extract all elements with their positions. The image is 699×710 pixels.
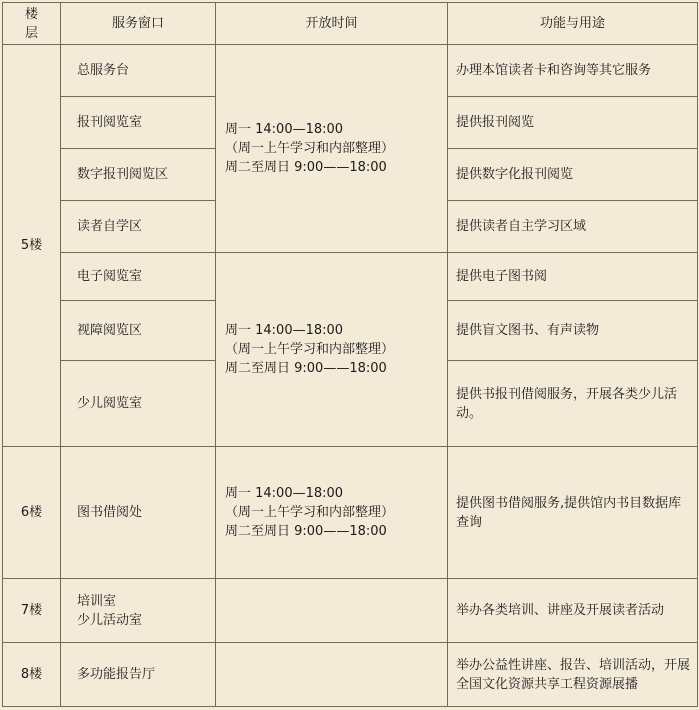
window-cell: 报刊阅览室 [61, 97, 216, 149]
function-cell: 提供图书借阅服务,提供馆内书目数据库查询 [448, 447, 698, 579]
window-cell: 多功能报告厅 [61, 643, 216, 707]
floor-cell-6: 6楼 [3, 447, 61, 579]
function-cell: 办理本馆读者卡和咨询等其它服务 [448, 45, 698, 97]
header-function: 功能与用途 [448, 3, 698, 45]
window-cell: 数字报刊阅览区 [61, 149, 216, 201]
function-cell: 举办公益性讲座、报告、培训活动，开展全国文化资源共享工程资源展播 [448, 643, 698, 707]
function-cell: 提供读者自主学习区域 [448, 201, 698, 253]
function-cell: 提供电子图书阅 [448, 253, 698, 301]
function-cell: 举办各类培训、讲座及开展读者活动 [448, 579, 698, 643]
floor-cell-5: 5楼 [3, 45, 61, 447]
table-row [3, 579, 698, 643]
hours-cell: 周一 14:00—18:00 （周一上午学习和内部整理） 周二至周日 9:00——18:00 [216, 253, 448, 447]
floor-cell-7: 7楼 [3, 579, 61, 643]
function-cell: 提供书报刊借阅服务，开展各类少儿活动。 [448, 361, 698, 447]
header-floor: 楼 层 [3, 3, 61, 45]
table-row [3, 643, 698, 707]
header-hours: 开放时间 [216, 3, 448, 45]
window-cell: 少儿阅览室 [61, 361, 216, 447]
function-cell: 提供盲文图书、有声读物 [448, 301, 698, 361]
window-cell: 电子阅览室 [61, 253, 216, 301]
window-cell: 总服务台 [61, 45, 216, 97]
hours-cell: 周一 14:00—18:00 （周一上午学习和内部整理） 周二至周日 9:00——18:00 [216, 45, 448, 253]
window-cell: 读者自学区 [61, 201, 216, 253]
floor-cell-8: 8楼 [3, 643, 61, 707]
table-row [3, 447, 698, 579]
hours-cell: 周一 14:00—18:00 （周一上午学习和内部整理） 周二至周日 9:00——18:00 [216, 447, 448, 579]
hours-cell-empty [216, 579, 448, 643]
header-row [3, 3, 698, 45]
table-row [3, 45, 698, 97]
window-cell: 培训室 少儿活动室 [61, 579, 216, 643]
hours-cell-empty [216, 643, 448, 707]
window-cell: 视障阅览区 [61, 301, 216, 361]
function-cell: 提供报刊阅览 [448, 97, 698, 149]
service-table [2, 2, 698, 707]
function-cell: 提供数字化报刊阅览 [448, 149, 698, 201]
header-window: 服务窗口 [61, 3, 216, 45]
table-row [3, 253, 698, 301]
window-cell: 图书借阅处 [61, 447, 216, 579]
